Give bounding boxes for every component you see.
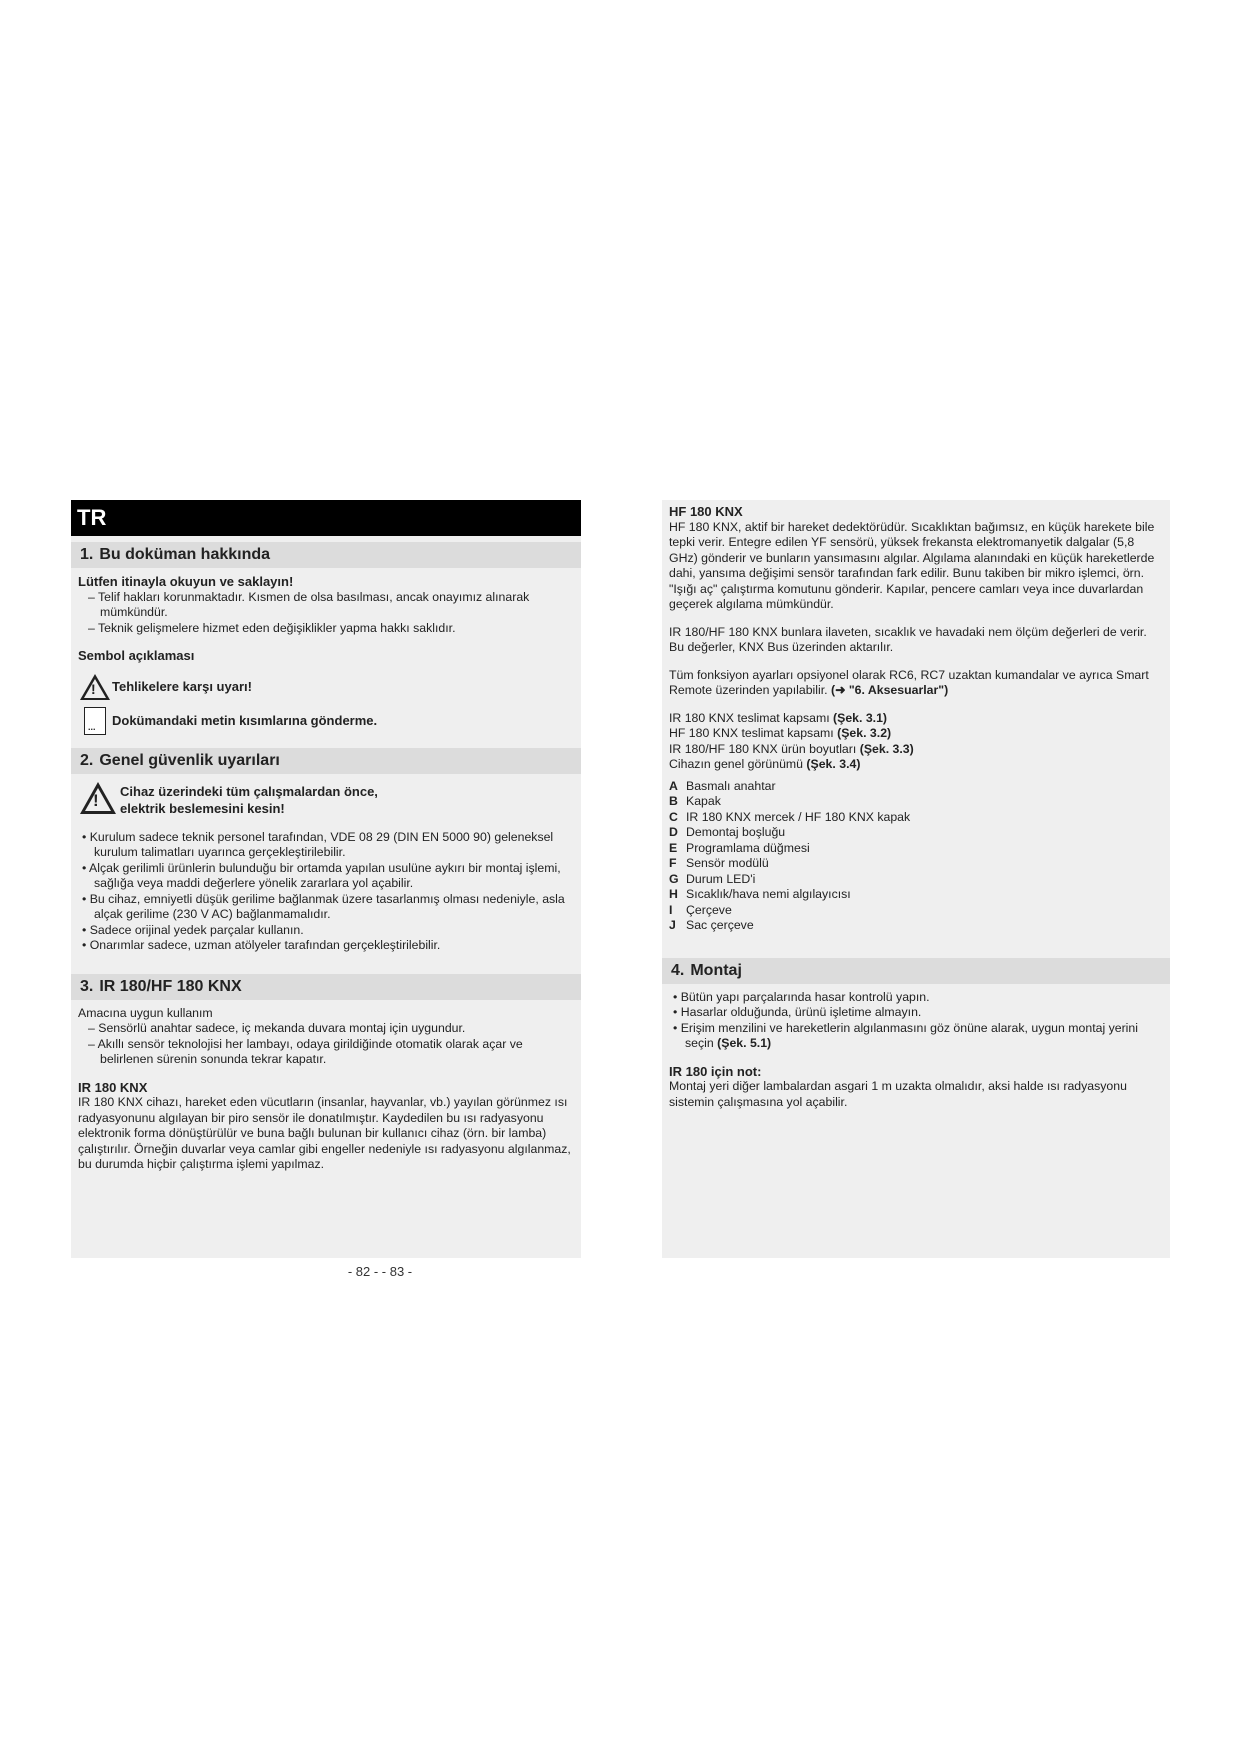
part-label: Durum LED'i <box>686 871 756 886</box>
part-label: Kapak <box>686 794 721 808</box>
figure-text: Cihazın genel görünümü <box>669 757 803 771</box>
section-2-header <box>71 748 581 774</box>
section-3-body <box>71 1000 581 1179</box>
part-item <box>669 825 1162 841</box>
power-off-warning <box>78 780 573 818</box>
figure-ref: (Şek. 3.3) <box>859 741 914 756</box>
part-label: Sıcaklık/hava nemi algılayıcısı <box>686 887 851 901</box>
part-label: IR 180 KNX mercek / HF 180 KNX kapak <box>686 809 911 824</box>
part-label: Demontaj boşluğu <box>686 825 786 839</box>
symbol-row-document <box>78 704 573 738</box>
part-key: D <box>669 825 678 839</box>
left-page <box>71 500 581 1258</box>
symbol-label: Dokümandaki metin kısımlarına gönderme. <box>112 712 378 728</box>
part-key: E <box>669 840 678 855</box>
intended-use-heading: Amacına uygun kullanım <box>78 1005 213 1020</box>
document-reference-icon: ... <box>78 704 112 738</box>
list-item: – Telif hakları korunmaktadır. Kısmen de olsa basılması, ancak onayımız alınarak mümkündür. <box>88 589 530 619</box>
list-item: • Bütün yapı parçalarında hasar kontrolü yapın. <box>673 989 930 1004</box>
part-item <box>669 872 1162 888</box>
list-item: • Kurulum sadece teknik personel tarafından, VDE 08 29 (DIN EN 5000 90) geleneksel kurulum talimatları uyarınca gerçekleştirilebilir. <box>82 829 554 859</box>
section-2-body <box>71 774 581 960</box>
list-item <box>669 1021 1162 1052</box>
figure-ref: (Şek. 3.2) <box>837 726 892 740</box>
list-item: – Akıllı sensör teknolojisi her lambayı, odaya girildiğinde otomatik olarak açar ve belirlenen sürenin sonunda tekrar kapatır. <box>88 1036 523 1066</box>
part-key: A <box>669 778 678 793</box>
part-key: I <box>669 902 673 917</box>
figure-reference <box>669 757 1162 773</box>
warning-line: Cihaz üzerindeki tüm çalışmalardan önce, <box>120 783 378 799</box>
part-key: J <box>669 918 676 932</box>
remote-text-paragraph <box>669 668 1162 699</box>
part-item <box>669 887 1162 903</box>
right-page <box>662 500 1170 1258</box>
part-key: C <box>669 809 678 824</box>
part-label: Sensör modülü <box>686 856 769 870</box>
part-item <box>669 856 1162 872</box>
list-item: • Bu cihaz, emniyetli düşük gerilime bağlanmak üzere tasarlanmış olması nedeniyle, asla alçak gerilime (230 V AC) bağlanmamalıdır. <box>82 891 565 921</box>
accessories-reference: (➜ "6. Aksesuarlar") <box>831 683 949 697</box>
section-3-title: IR 180/HF 180 KNX <box>99 977 242 995</box>
read-carefully-note: Lütfen itinayla okuyun ve saklayın! <box>78 574 294 589</box>
figure-text: IR 180 KNX teslimat kapsamı <box>669 710 830 725</box>
section-4-header <box>662 958 1170 984</box>
ir-180-heading: IR 180 KNX <box>78 1079 148 1095</box>
ir-180-text: IR 180 KNX cihazı, hareket eden vücutların (insanlar, hayvanlar, vb.) yayılan görünmez ısı radyasyonunu algılayan bir piro sensör ile donatılmıştır. Kaydedilen bu ısı radyasyonu elektronik forma dönüştürülür ve buna bağlı bulunan bir kullanıcı cihaz (örn. bir lamba) çalıştırılır. Örneğin duvarlar veya camlar gibi engeller nedeniyle ısı radyasyonu algılanmaz, bu durumda hiçbir çalıştırma işlemi yapılmaz. <box>78 1095 571 1171</box>
remote-text: Tüm fonksiyon ayarları opsiyonel olarak RC6, RC7 uzaktan kumandalar ve ayrıca Smart Remote üzerinden yapılabilir. <box>669 667 1149 697</box>
hf-180-text: HF 180 KNX, aktif bir hareket dedektörüdür. Sıcaklıktan bağımsız, en küçük harekete bile tepki verir. Entegre edilen YF sensörü, yüksek frekansta elektromanyetik dalgalar (5,8 GHz) gönderir ve bunların yansımasını algılar. Algılama alanındaki en küçük hareketlerde dahi, yansıma değişimi sensör tarafından fark edilir. Bunu takiben bir mikro işlemci, örn. "Işığı aç" çalıştırma komutunu gönderir. Kapılar, pencere camları veya ince duvarlardan geçerek algılama mümkündür. <box>669 519 1155 611</box>
section-1-body <box>71 568 581 744</box>
figure-text: HF 180 KNX teslimat kapsamı <box>669 726 834 740</box>
part-label: Programlama düğmesi <box>686 840 810 855</box>
part-item <box>669 779 1162 795</box>
list-item: • Onarımlar sadece, uzman atölyeler tarafından gerçekleştirilebilir. <box>82 938 441 952</box>
part-item <box>669 794 1162 810</box>
figure-ref: (Şek. 3.4) <box>806 757 861 771</box>
figure-reference <box>669 726 1162 742</box>
warning-text <box>120 780 378 817</box>
ir-note-text: Montaj yeri diğer lambalardan asgari 1 m uzakta olmalıdır, aksi halde ısı radyasyonu sistemin çalışmasına yol açabilir. <box>669 1079 1127 1109</box>
ir-note-heading: IR 180 için not: <box>669 1063 762 1079</box>
measure-text: IR 180/HF 180 KNX bunlara ilaveten, sıcaklık ve havadaki nem ölçüm değerleri de verir. Bu değerler, KNX Bus üzerinden aktarılır. <box>669 624 1147 654</box>
section-1-number: 1. <box>80 546 94 563</box>
symbol-label: Tehlikelere karşı uyarı! <box>112 678 252 694</box>
list-item: • Sadece orijinal yedek parçalar kullanın. <box>82 922 304 937</box>
part-label: Çerçeve <box>686 902 732 917</box>
section-4-title: Montaj <box>690 961 742 979</box>
figure-ref: (Şek. 5.1) <box>717 1036 772 1050</box>
warning-triangle-icon: ! <box>78 780 120 818</box>
part-key: G <box>669 871 679 886</box>
part-key: H <box>669 887 678 901</box>
page-numbers: - 82 - - 83 - <box>347 1264 413 1279</box>
section-3-number: 3. <box>80 977 94 995</box>
part-label: Sac çerçeve <box>686 918 754 932</box>
figure-reference <box>669 711 1162 727</box>
part-item <box>669 810 1162 826</box>
list-item: – Sensörlü anahtar sadece, iç mekanda duvara montaj için uygundur. <box>88 1021 466 1035</box>
figure-reference <box>669 742 1162 758</box>
language-bar: TR <box>71 500 581 536</box>
hf-section <box>662 500 1170 940</box>
section-2-title: Genel güvenlik uyarıları <box>99 751 280 769</box>
section-3-header <box>71 974 581 1000</box>
list-item: • Alçak gerilimli ürünlerin bulunduğu bir ortamda yapılan usulüne aykırı bir montaj işlemi, sağlığa veya maddi değerlere yönelik zararlara yol açabilir. <box>82 860 561 890</box>
section-4-body <box>662 984 1170 1117</box>
symbol-legend-heading: Sembol açıklaması <box>78 648 195 663</box>
figure-text: IR 180/HF 180 KNX ürün boyutları <box>669 741 857 756</box>
warning-line: elektrik beslemesini kesin! <box>120 800 285 816</box>
section-4-number: 4. <box>671 961 685 979</box>
section-1-title: Bu doküman hakkında <box>99 546 271 563</box>
section-2-number: 2. <box>80 751 94 769</box>
list-item: – Teknik gelişmelere hizmet eden değişiklikler yapma hakkı saklıdır. <box>88 620 456 635</box>
list-item-text: • Erişim menzilini ve hareketlerin algılanmasını göz önüne alarak, uygun montaj yerini seçin <box>673 1020 1138 1050</box>
part-label: Basmalı anahtar <box>686 778 776 793</box>
hf-180-heading: HF 180 KNX <box>669 504 743 519</box>
list-item: • Hasarlar olduğunda, ürünü işletime almayın. <box>673 1005 922 1019</box>
figure-ref: (Şek. 3.1) <box>833 710 888 725</box>
part-item <box>669 918 1162 934</box>
section-1-header <box>71 542 581 568</box>
warning-triangle-icon: ! <box>78 670 112 704</box>
part-item <box>669 841 1162 857</box>
symbol-row-warning <box>78 670 573 704</box>
part-key: B <box>669 794 678 808</box>
part-key: F <box>669 856 677 870</box>
part-item <box>669 903 1162 919</box>
